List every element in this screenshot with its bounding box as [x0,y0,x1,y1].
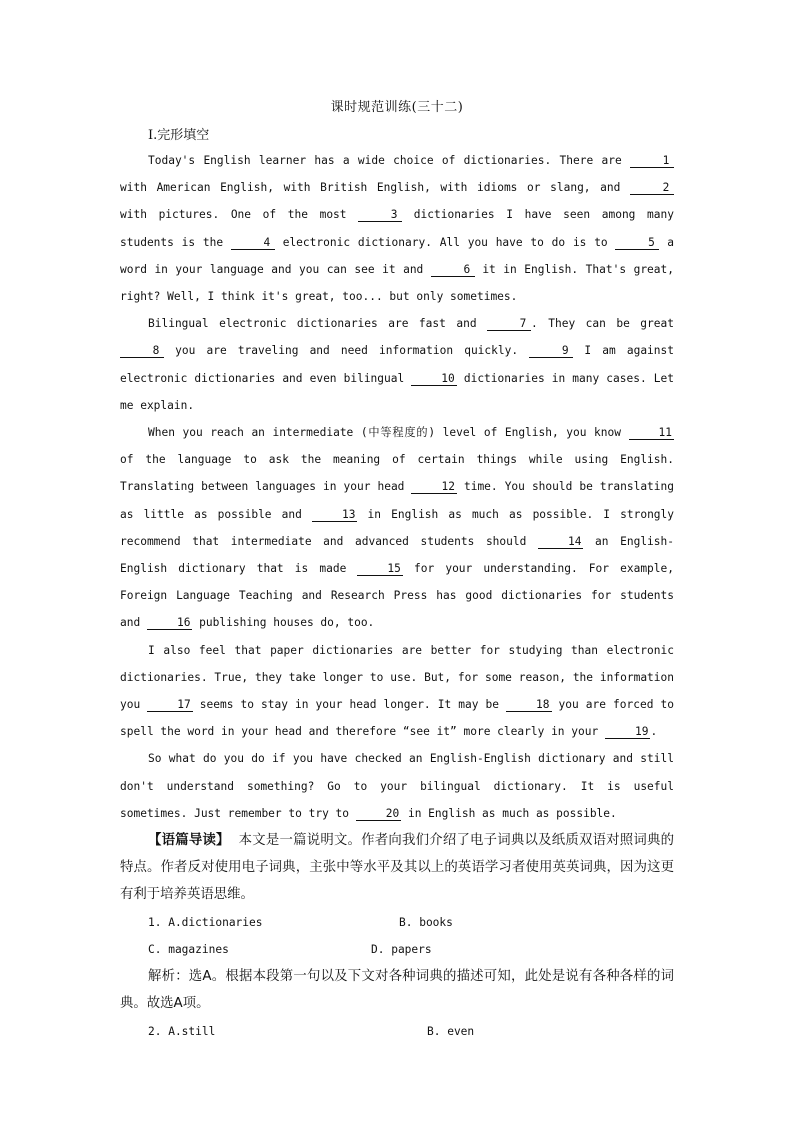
text-run: you are forced to spell the word in your head and therefore “see it” more clearly in your [120,698,674,739]
reading-guide [120,827,674,909]
q1-option-c: C. magazines [148,942,229,956]
text-run: Bilingual electronic dictionaries are fast and [148,317,488,331]
blank-6: 6 [431,263,475,277]
blank-8: 8 [120,344,164,358]
text-run: dictionaries in many cases. Let me explain. [120,371,674,412]
blank-14: 14 [538,535,583,549]
q2-option-a: 2. A.still [148,1024,216,1038]
text-run: you are traveling and need information quickly. [164,344,530,358]
blank-1: 1 [630,154,674,168]
blank-2: 2 [630,181,674,195]
passage-paragraph-2 [120,310,674,419]
q1-option-d: D. papers [371,942,432,956]
text-run: with pictures. One of the most [120,208,359,222]
q1-option-b: B. books [399,915,453,929]
question-1-options-row-2 [120,936,674,963]
text-run: electronic dictionary. All you have to do is to [274,235,616,249]
text-run: in English as much as possible. I strongly recommend that intermediate and advanced students should [120,507,675,548]
blank-13: 13 [312,508,357,522]
text-run: with American English, with British English, with idioms or slang, and [120,181,630,195]
page-title: 课时规范训练(三十二) [330,100,464,115]
text-run: seems to stay in your head longer. It may be [192,698,507,712]
blank-17: 17 [147,698,192,712]
passage-paragraph-3 [120,419,674,637]
text-run: I also feel that paper dictionaries are better for studying than electronic dictionaries. True, they take longer to use. But, for some reason, the information you [120,643,674,712]
text-run: of the language to ask the meaning of certain things while using English. Translating between languages in your head [120,453,674,494]
question-1-options-row-1 [120,909,674,936]
passage-paragraph-4 [120,637,674,746]
text-run: publishing houses do, too. [192,616,375,630]
blank-20: 20 [356,807,401,821]
blank-15: 15 [357,562,402,576]
blank-9: 9 [529,344,573,358]
text-run: time. You should be translating as little as possible and [120,480,674,521]
text-run: for your understanding. For example, Foreign Language Teaching and Research Press has good dictionaries for students and [120,562,674,630]
blank-11: 11 [629,426,674,440]
text-run: in English as much as possible. [401,806,617,820]
blank-18: 18 [506,698,551,712]
blank-7: 7 [487,317,531,331]
text-run: it in English. That's great, right? Well, I think it's great, too... but only sometimes. [120,262,674,304]
text-run: . [650,725,658,739]
text-run: Today's English learner has a wide choice of dictionaries. There are [148,154,630,167]
q1-option-a: 1. A.dictionaries [148,915,263,929]
q2-option-b: B. even [427,1024,475,1038]
section-heading: Ⅰ.完形填空 [148,128,210,143]
text-run: When you reach an intermediate (中等程度的) level of English, you know [148,426,629,440]
blank-3: 3 [358,208,402,222]
text-run: So what do you do if you have checked an English-English dictionary and still don't understand something? Go to your bilingual dictionary. It is useful sometimes. Just remember to try to [120,752,674,820]
blank-12: 12 [411,480,456,494]
blank-4: 4 [231,236,275,250]
document-body [120,147,674,1045]
q1-analysis: 解析：选A。根据本段第一句以及下文对各种词典的描述可知，此处是说有各种各样的词典。故选A项。 [120,969,674,1012]
blank-16: 16 [147,616,192,630]
text-run: dictionaries I have seen among many students is the [120,208,674,249]
guide-label: 【语篇导读】 [148,833,230,849]
blank-19: 19 [605,725,650,739]
text-run: an English-English dictionary that is made [120,534,675,576]
passage-paragraph-1 [120,147,674,310]
blank-5: 5 [615,236,659,250]
blank-10: 10 [411,372,456,386]
text-run: a word in your language and you can see it and [120,235,674,276]
passage-paragraph-5 [120,745,674,827]
text-run: I am against electronic dictionaries and even bilingual [120,344,674,385]
text-run: . They can be great [531,317,674,331]
question-2-options-row-1 [120,1018,674,1045]
guide-text: 本文是一篇说明文。作者向我们介绍了电子词典以及纸质双语对照词典的特点。作者反对使用电子词典，主张中等水平及其以上的英语学习者使用英英词典，因为这更有利于培养英语思维。 [120,833,675,903]
